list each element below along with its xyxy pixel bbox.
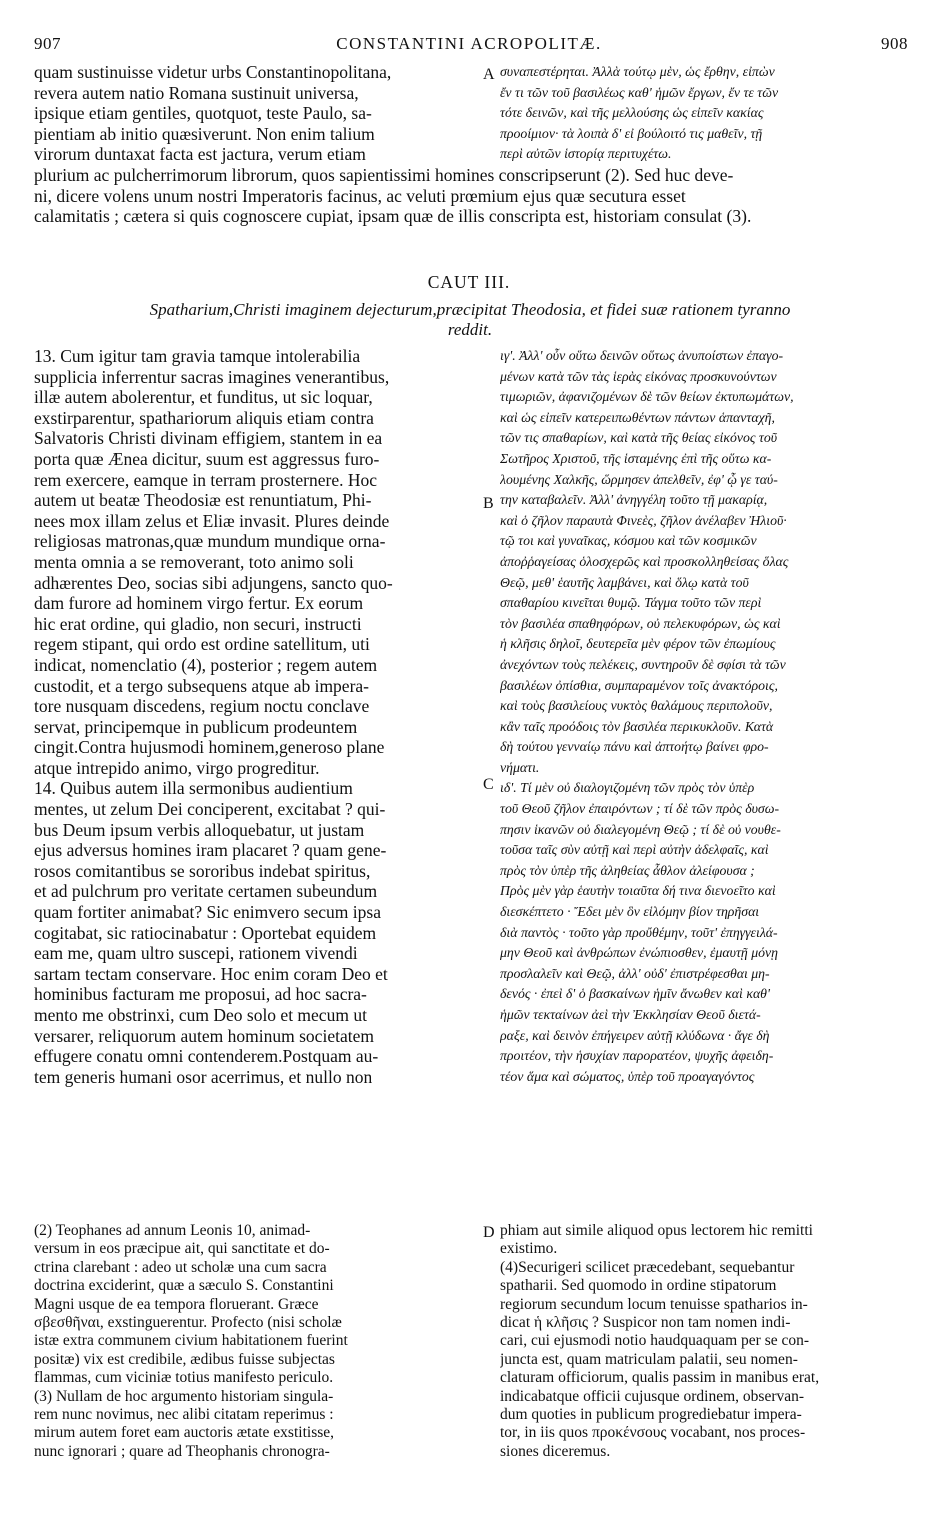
text-line: virorum duntaxat facta est jactura, verum etiam xyxy=(34,144,366,165)
footnote-line: spatharii. Sed quomodo in ordine stipatorum xyxy=(500,1277,777,1295)
text-line: custodit, et a tergo subsequens atque ab impera- xyxy=(34,675,369,696)
text-line: hominibus facturam me proposui, ad hoc sacra- xyxy=(34,984,367,1005)
footnote-line: flammas, cum viciniæ totius manifesto periculo. xyxy=(34,1369,334,1387)
text-line: ιγ'. Ἀλλ' οὖν οὕτω δεινῶν οὕτως ἀνυποίστων ἐπαγο- xyxy=(500,348,784,363)
text-line: bus Deum ipsum verbis alloquebatur, ut justam xyxy=(34,819,365,840)
text-line: ιδ'. Τί μὲν οὐ διαλογιζομένη τῶν πρὸς τὸν ὑπὲρ xyxy=(500,780,755,796)
text-line: calamitatis ; cætera si quis cognoscere cupiat, ipsam quæ de illis conscripta est, historiam consulat (3). xyxy=(34,206,752,227)
text-line: exstirparentur, spathariorum aliquis etiam contra xyxy=(34,407,374,428)
text-line: atque intrepido animo, virgo progreditur. xyxy=(34,757,320,778)
footnote-line: (2) Teophanes ad annum Leonis 10, animad- xyxy=(34,1222,311,1239)
text-line: indicat, nomenclatio (4), posterior ; regem autem xyxy=(34,654,378,675)
text-line: ejus adversus homines iram placaret ? quam gene- xyxy=(34,840,387,861)
text-line: regem stipant, qui ordo est ordine satellitum, uti xyxy=(34,634,370,655)
text-line: ἡ κλῆσις δηλοῖ, δευτερεῖα μὲν φέρον τῶν ἐπωμίους xyxy=(500,636,776,652)
page-number-left: 907 xyxy=(34,34,61,53)
full-width-paragraph xyxy=(34,165,910,227)
text-line: Θεῷ, μεθ' ἑαυτῆς λαμβάνει, καὶ ὅλῳ κατὰ τοῦ xyxy=(500,574,749,590)
text-line: πησιν ἱκανῶν οὐ διαλεγομένη Θεῷ ; τί δὲ οὐ νουθε- xyxy=(500,821,781,837)
footnote-line: doctrina exciderint, quæ a sæculo S. Constantini xyxy=(34,1277,334,1295)
text-line: ni, dicere volens unum nostri Imperatoris facinus, ac veluti prœmium ejus quæ secutura esset xyxy=(34,185,686,206)
text-line: eam me, quam ultro suscepi, rationem vivendi xyxy=(34,943,358,964)
text-line: ραξε, καὶ δεινὸν ἐπήγειρεν αὐτῇ κλύδωνα · ἄγε δὴ xyxy=(500,1027,770,1043)
main-greek-column xyxy=(500,346,910,1087)
margin-letter-d: D xyxy=(483,1224,495,1241)
footnotes-right xyxy=(500,1222,910,1461)
text-line: supplicia inferrentur sacras imagines venerantibus, xyxy=(34,366,390,387)
text-line: quam fortiter animabat? Sic enimvero secum ipsa xyxy=(34,902,381,923)
footnote-line: dum quoties in publicum progrediebatur impera- xyxy=(500,1406,802,1424)
footnote-line: Magni usque de ea tempora floruerant. Græce xyxy=(34,1295,319,1313)
footnote-line: ctrina clarebant : adeo ut scholæ una cum sacra xyxy=(34,1258,327,1276)
text-line: ἀποῤῥαγείσας ὁλοσχερῶς καὶ προσκολληθείσας ὅλας xyxy=(500,553,789,569)
text-line: 13. Cum igitur tam gravia tamque intolerabilia xyxy=(34,346,361,366)
footnote-line: juncta est, quam matriculam palatii, seu nomen- xyxy=(500,1350,798,1368)
top-latin-column xyxy=(34,62,480,165)
text-line: hic erat ordine, qui gladio, non securi, instructi xyxy=(34,613,362,634)
text-line: pientiam ab initio quæsiverunt. Non enim talium xyxy=(34,123,375,144)
text-line: autem ut beatæ Theodosiæ est renuntiatum, Phi- xyxy=(34,490,372,511)
text-line: rem exercere, eamque in terram prosternere. Hoc xyxy=(34,469,378,490)
text-line: σπαθαρίου κινεῖται θυμῷ. Τάγμα τοῦτο τῶν περὶ xyxy=(500,595,762,611)
text-line: effugere conatu omni contenderem.Postquam au- xyxy=(34,1046,379,1067)
text-line: nees mox illam zelus et Eliæ invasit. Plures deinde xyxy=(34,510,390,531)
footnote-line: claturam officiorum, qualis passim in manibus erat, xyxy=(500,1369,820,1387)
text-line: λουμένης Χαλκῆς, ὥρμησεν ἀπελθεῖν, ἐφ' ᾧ γε ταύ- xyxy=(500,471,778,487)
margin-letter-b: B xyxy=(483,495,494,512)
text-line: tem generis humani osor acerrimus, et nullo non xyxy=(34,1066,373,1087)
chapter-heading: CAUT III. xyxy=(427,272,511,292)
text-line: ipsique etiam gentiles, quotquot, teste Paulo, sa- xyxy=(34,103,372,124)
text-line: ἀνεχόντων τοὺς πελέκεις, συντηροῦν δὲ σφίσι τὰ τῶν xyxy=(500,656,786,672)
footnotes-left xyxy=(34,1222,480,1461)
text-line: διεσκέπτετο · Ἔδει μὲν ὃν εἱλόμην βίον τηρῆσαι xyxy=(500,904,760,920)
text-line: porta quæ Ænea dicitur, suum est aggressus furo- xyxy=(34,448,380,469)
text-line: revera autem natio Romana sustinuit universa, xyxy=(34,82,359,103)
text-line: συναπεστέρηται. Ἀλλὰ τούτῳ μὲν, ὡς ἔρθην, εἰπὼν xyxy=(500,64,775,79)
chapter-summary xyxy=(60,300,880,340)
text-line: ἡμῶν τεκταίνων ἀεὶ τὴν Ἐκκλησίαν Θεοῦ διετά- xyxy=(500,1007,761,1022)
text-line: τῷ τοι καὶ γυναῖκας, κόσμου καὶ τῶν κοσμικῶν xyxy=(500,533,757,549)
footnote-line: (3) Nullam de hoc argumento historiam singula- xyxy=(34,1387,334,1405)
text-line: quam sustinuisse videtur urbs Constantinopolitana, xyxy=(34,62,392,82)
footnote-line: cari, cui ejusmodi notio haudquaquam per se con- xyxy=(500,1332,810,1350)
text-line: τῶν τις σπαθαρίων, καὶ κατὰ τῆς θείας εἰκόνος τοῦ xyxy=(500,430,778,446)
text-line: τοῦ Θεοῦ ζῆλον ἐπαιρόντων ; τί δὲ τῶν πρὸς δυσω- xyxy=(500,801,780,817)
text-line: νήματι. xyxy=(500,759,540,775)
text-line: mentes, ut zelum Dei conciperent, excitabat ? qui- xyxy=(34,799,386,820)
footnote-line: phiam aut simile aliquod opus lectorem hic remitti xyxy=(500,1222,813,1239)
text-line: τέον ἅμα καὶ σώματος, ὑπὲρ τοῦ προαγαγόντος xyxy=(500,1068,755,1084)
text-line: προιτέον, τὴν ἡσυχίαν παρορατέον, ψυχῆς ἀφειδη- xyxy=(500,1048,774,1064)
summary-line: Spatharium,Christi imaginem dejecturum,præcipitat Theodosia, et fidei suæ rationem tyranno xyxy=(149,300,791,319)
text-line: ἔν τι τῶν τοῦ βασιλέως καθ' ἡμῶν ἔργων, ἔν τε τῶν xyxy=(500,84,779,100)
text-line: adhærentes Deo, socias sibi adjungens, sancto quo- xyxy=(34,572,393,593)
top-greek-column xyxy=(500,62,910,165)
text-line: rosos comitantibus se sororibus indebat spiritus, xyxy=(34,860,371,881)
text-line: προσλαλεῖν καὶ Θεῷ, ἀλλ' οὐδ' ἐπιστρέφεσθαι μη- xyxy=(500,965,770,981)
text-line: προοίμιον· τὰ λοιπὰ δ' εἰ βούλοιτό τις μαθεῖν, τῇ xyxy=(500,125,763,141)
text-line: περὶ αὐτῶν ἱστορίᾳ περιτυχέτω. xyxy=(500,146,672,162)
footnote-line: rem nunc novimus, nec alibi citatam reperimus : xyxy=(34,1406,334,1424)
margin-letter-a: A xyxy=(483,66,495,83)
text-line: tore nusquam discedens, regium noctu conclave xyxy=(34,696,370,717)
text-line: διὰ παντὸς · τοῦτο γὰρ προὔθέμην, τοῦτ' ἐπηγγειλά- xyxy=(500,924,778,940)
text-line: 14. Quibus autem illa sermonibus audientium xyxy=(34,778,353,799)
text-line: καὶ ὡς εἰπεῖν κατερειπωθέντων πάντων ἁπανταχῆ, xyxy=(500,409,775,425)
footnote-line: versum in eos præcipue ait, qui sanctitate et do- xyxy=(34,1240,330,1258)
footnote-line: istæ extra communem civium habitationem fuerint xyxy=(34,1332,348,1350)
text-line: mento me obstrinxi, cum Deo solo et mecum ut xyxy=(34,1005,367,1025)
text-line: sartam tectam conservare. Hoc enim coram Deo et xyxy=(34,963,388,984)
footnote-line: nunc ignorari ; quare ad Theophanis chronogra- xyxy=(34,1442,330,1460)
text-line: Πρὸς μὲν γὰρ ἑαυτὴν τοιαῦτα δή τινα διενοεῖτο καὶ xyxy=(500,883,776,899)
text-line: δὴ τούτου γενναίῳ πάνυ καὶ ἀπτοήτῳ βαίνει φρο- xyxy=(500,739,769,755)
footnote-line: positæ) vix est credibile, ædibus fuisse subjectas xyxy=(34,1350,335,1368)
text-line: servat, principemque in publicum prodeuntem xyxy=(34,716,358,737)
text-line: illæ autem abolerentur, et funditus, ut sic loquar, xyxy=(34,387,373,408)
text-line: Salvatoris Christi divinam effigiem, stantem in ea xyxy=(34,428,383,449)
text-line: τοῦσα ταῖς σὺν αὐτῇ καὶ περὶ αὐτὴν ἀδελφαῖς, καὶ xyxy=(500,842,769,858)
text-line: τιμωριῶν, ἀφανιζομένων δὲ τῶν θείων ἐκτυπωμάτων, xyxy=(500,389,794,405)
text-line: cingit.Contra hujusmodi hominem,generoso plane xyxy=(34,737,385,758)
summary-line: reddit. xyxy=(447,320,493,339)
text-line: κἂν ταῖς προόδοις τὸν βασιλέα περικυκλοῦν. Κατὰ xyxy=(500,718,774,734)
page-number-right: 908 xyxy=(881,34,908,53)
footnote-line: existimo. xyxy=(500,1240,558,1258)
text-line: et ad pulchrum pro veritate certamen subeundum xyxy=(34,881,378,902)
footnote-line: tor, in iis quos προκένσους vocabant, nos proces- xyxy=(500,1424,806,1442)
text-line: δενός · ἐπεὶ δ' ὁ βασκαίνων ἡμῖν ἄνωθεν καὶ καθ' xyxy=(500,986,770,1002)
running-title: CONSTANTINI ACROPOLITÆ. xyxy=(336,34,602,53)
text-line: versarer, reliquorum autem hominum societatem xyxy=(34,1025,374,1046)
text-line: πρὸς τὸν ὑπὲρ τῆς ἀληθείας ἆθλον ἀλείφουσα ; xyxy=(500,862,755,878)
margin-letter-c: C xyxy=(483,776,494,793)
text-line: Σωτῆρος Χριστοῦ, τῆς ἱσταμένης ἐπὶ τῆς οὕτω κα- xyxy=(500,450,772,466)
text-line: την καταβαλεῖν. Ἀλλ' ἀνηγγέλη τοῦτο τῇ μακαρίᾳ, xyxy=(500,492,768,508)
text-line: τότε δεινῶν, καὶ τῆς μελλούσης ὡς εἰπεῖν κακίας xyxy=(500,105,764,121)
text-line: τὸν βασιλέα σπαθηφόρων, οὐ πελεκυφόρων, ὡς καὶ xyxy=(500,615,781,631)
text-line: καὶ τοὺς βασιλείους νυκτὸς θαλάμους περιπολοῦν, xyxy=(500,698,773,714)
footnote-line: siones diceremus. xyxy=(500,1442,611,1460)
text-line: religiosas matronas,quæ mundum mundique orna- xyxy=(34,531,386,552)
footnote-line: (4)Securigeri scilicet præcedebant, sequebantur xyxy=(500,1258,795,1276)
text-line: μην Θεοῦ καὶ ἀνθρώπων ἐνώπιοσθεν, ἐμαυτῇ μόνῃ xyxy=(500,945,779,961)
footnote-line: regiorum secundum locum tenuisse spatharios in- xyxy=(500,1295,808,1313)
main-latin-column xyxy=(34,346,480,1087)
footnote-line: indicabatque officii cujusque ordinem, observan- xyxy=(500,1387,805,1405)
text-line: menta omnia a se removerant, toto animo soli xyxy=(34,551,354,572)
text-line: καὶ ὁ ζῆλον παραυτὰ Φινεὲς, ζῆλον ἀνέλαβεν Ἠλιοῦ· xyxy=(500,512,787,528)
text-line: μένων κατὰ τῶν τὰς ἱερὰς εἰκόνας προσκυνούντων xyxy=(500,368,777,384)
footnote-line: σβεσθῆναι, exstinguerentur. Profecto (nisi scholæ xyxy=(34,1314,342,1332)
text-line: βασιλέων ὀπίσθια, συμπαραμένον τοῖς ἀνακτόροις, xyxy=(500,677,778,693)
text-line: plurium ac pulcherrimorum librorum, quos sapientissimi homines conscripserunt (2). Sed huc deve- xyxy=(34,165,734,185)
text-line: dam furore ad hominem virgo fertur. Ex eorum xyxy=(34,593,364,614)
footnote-line: mirum autem foret eam auctoris ætate exstitisse, xyxy=(34,1424,335,1442)
footnote-line: dicat ἡ κλῆσις ? Suspicor non tam nomen indi- xyxy=(500,1314,791,1332)
text-line: cogitabat, sic ratiocinabatur : Oportebat equidem xyxy=(34,922,377,943)
